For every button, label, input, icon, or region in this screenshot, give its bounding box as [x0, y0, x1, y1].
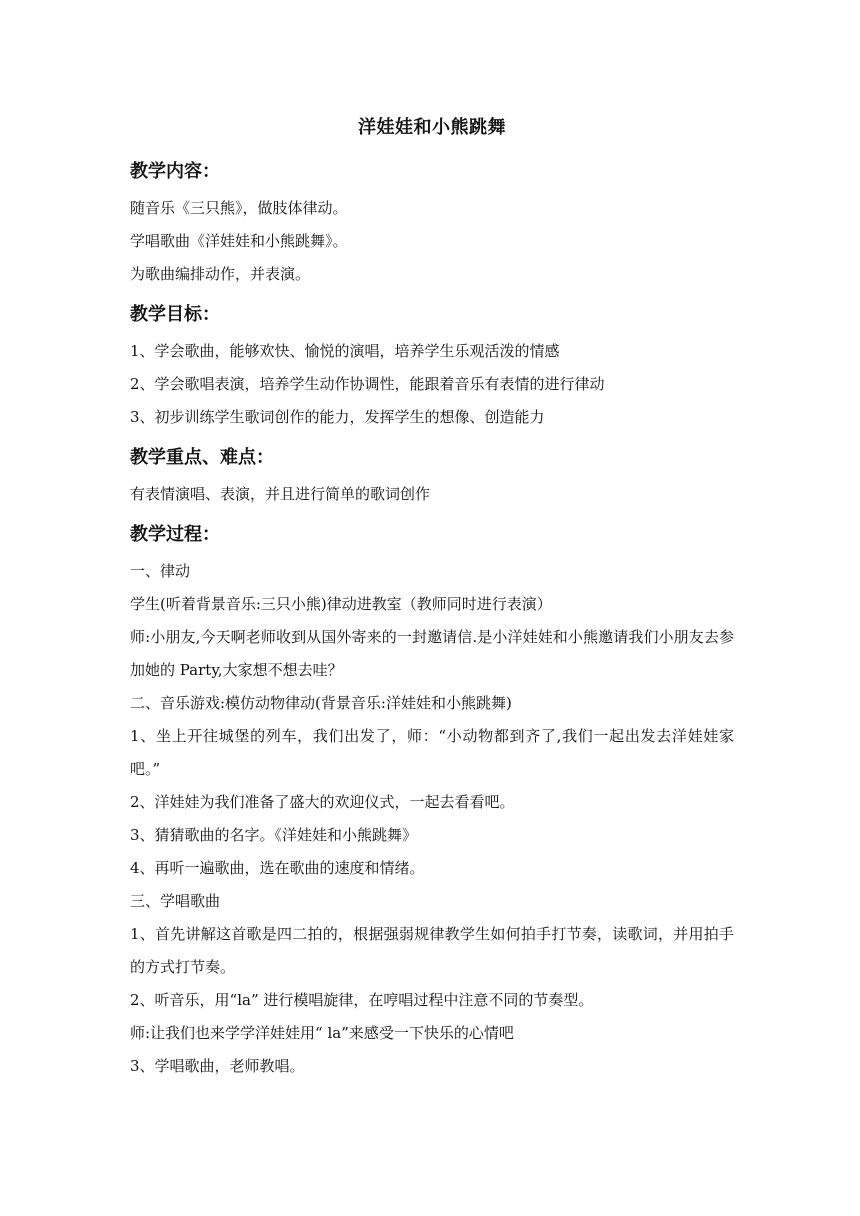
paragraph: 1、首先讲解这首歌是四二拍的，根据强弱规律教学生如何拍手打节奏，读歌词，并用拍手的方式打节奏。 [130, 925, 734, 976]
section-heading: 教学重点、难点： [130, 447, 274, 468]
section-key-points [130, 440, 734, 511]
section-heading: 教学过程： [130, 524, 220, 545]
paragraph: 3、学唱歌曲，老师教唱。 [130, 1057, 305, 1075]
paragraph: 3、初步训练学生歌词创作的能力，发挥学生的想像、创造能力 [130, 408, 545, 426]
section-teaching-content [130, 154, 734, 291]
section-heading: 教学目标： [130, 304, 220, 325]
paragraph: 三、学唱歌曲 [130, 892, 221, 910]
paragraph: 4、再听一遍歌曲，选在歌曲的速度和情绪。 [130, 859, 425, 877]
paragraph: 一、律动 [130, 562, 191, 580]
paragraph: 学生(听着背景音乐:三只小熊)律动进教室（教师同时进行表演） [130, 595, 552, 613]
paragraph: 二、音乐游戏:模仿动物律动(背景音乐:洋娃娃和小熊跳舞) [130, 694, 512, 712]
paragraph: 随音乐《三只熊》，做肢体律动。 [130, 199, 348, 217]
document-title: 洋娃娃和小熊跳舞 [358, 117, 506, 138]
paragraph: 师:让我们也来学学洋娃娃用“ la”来感受一下快乐的心情吧 [130, 1024, 514, 1042]
paragraph: 2、听音乐，用“la” 进行模唱旋律，在哼唱过程中注意不同的节奏型。 [130, 991, 594, 1009]
paragraph: 学唱歌曲《洋娃娃和小熊跳舞》。 [130, 232, 348, 250]
paragraph: 有表情演唱、表演，并且进行简单的歌词创作 [130, 485, 431, 503]
paragraph: 为歌曲编排动作，并表演。 [130, 265, 311, 283]
paragraph: 2、学会歌唱表演，培养学生动作协调性，能跟着音乐有表情的进行律动 [130, 375, 605, 393]
paragraph: 1、学会歌曲，能够欢快、愉悦的演唱，培养学生乐观活泼的情感 [130, 342, 560, 360]
document-body [130, 108, 734, 1083]
paragraph: 1、坐上开往城堡的列车，我们出发了，师：“小动物都到齐了,我们一起出发去洋娃娃家吧。” [130, 727, 734, 778]
paragraph: 2、洋娃娃为我们准备了盛大的欢迎仪式，一起去看看吧。 [130, 793, 515, 811]
section-teaching-process [130, 517, 734, 1083]
section-heading: 教学内容： [130, 161, 220, 182]
paragraph: 3、猜猜歌曲的名字。《洋娃娃和小熊跳舞》 [130, 826, 418, 844]
paragraph: 师:小朋友,今天啊老师收到从国外寄来的一封邀请信.是小洋娃娃和小熊邀请我们小朋友去参加她的 Party,大家想不想去哇？ [130, 628, 734, 679]
section-teaching-goals [130, 297, 734, 434]
